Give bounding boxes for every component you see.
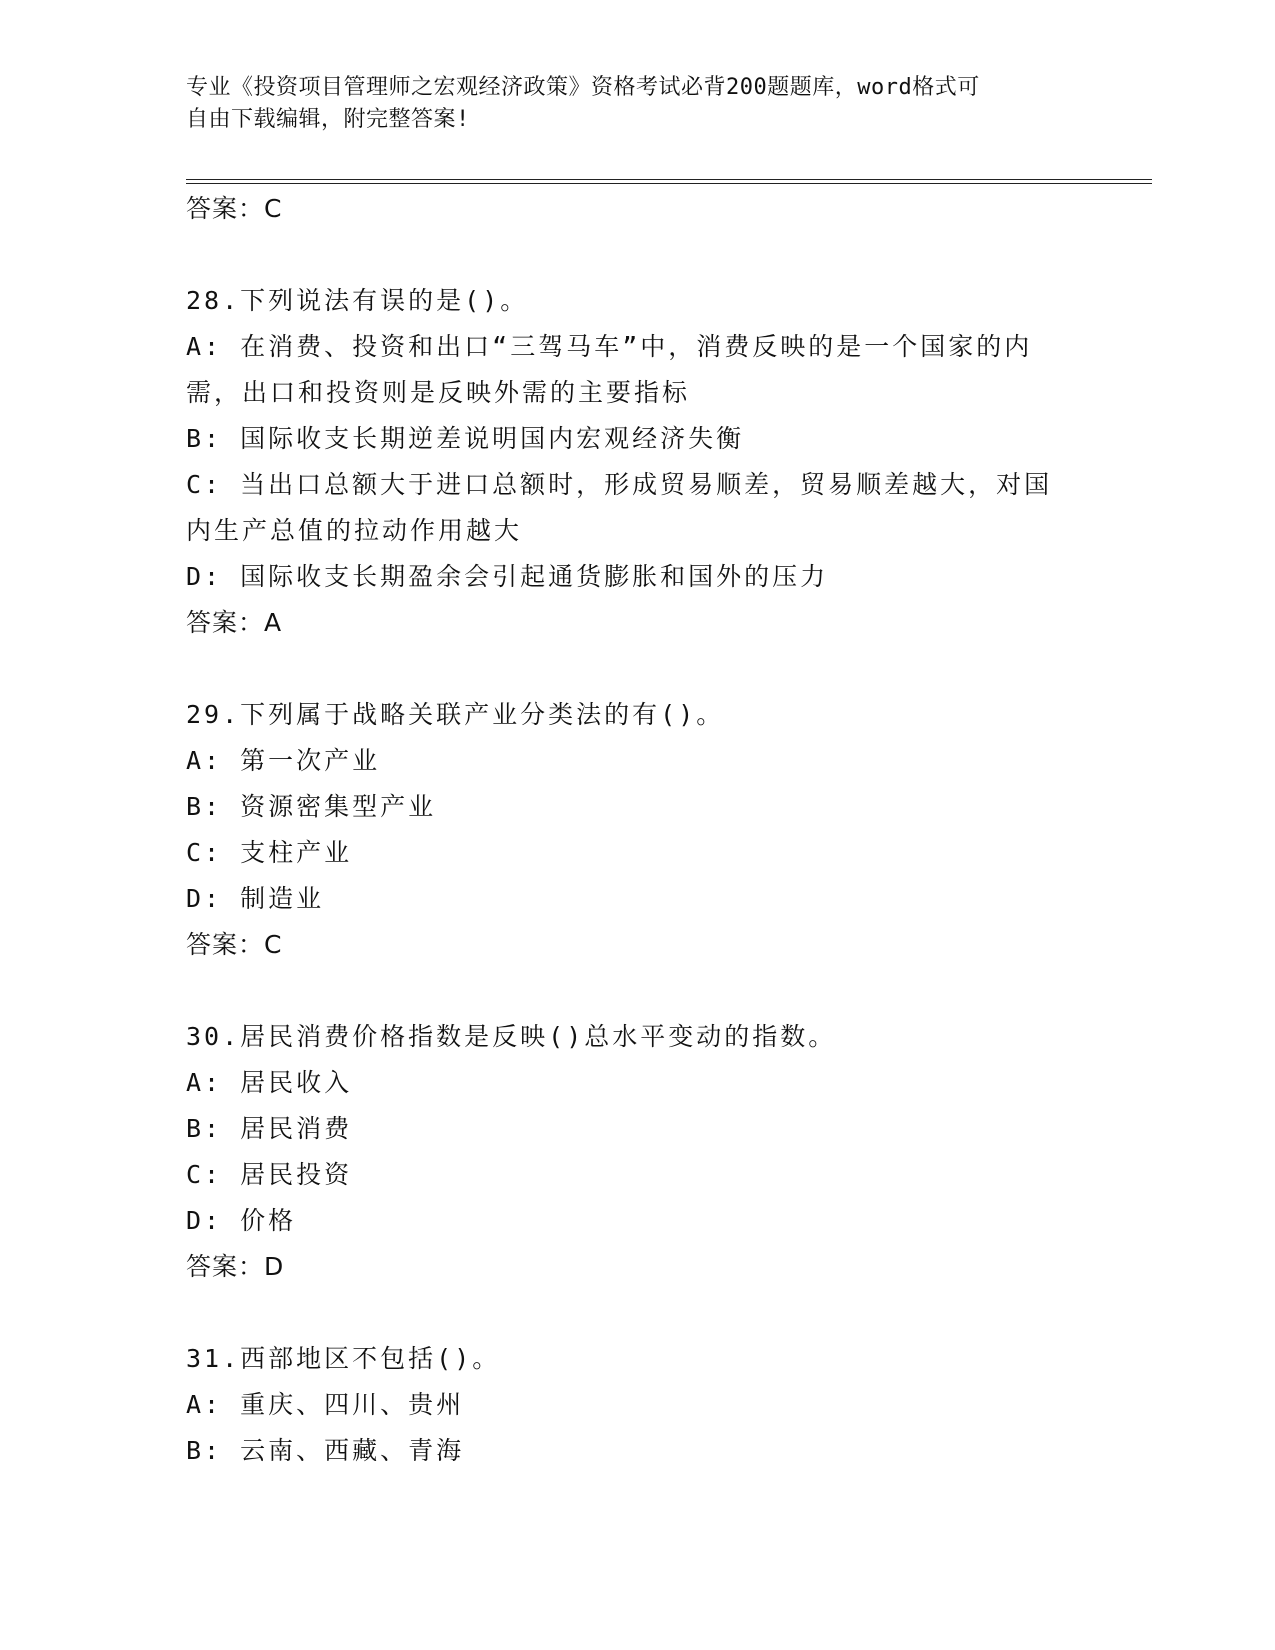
answer-line: 答案：D [186,1252,285,1281]
option-line: B: 资源密集型产业 [186,792,437,821]
question-block [186,278,1086,646]
option-line: C: 当出口总额大于进口总额时，形成贸易顺差，贸易顺差越大，对国 [186,470,1053,499]
question-block [186,1336,1086,1474]
answer-line: 答案：C [186,930,283,959]
header-line-1: 专业《投资项目管理师之宏观经济政策》资格考试必背200题题库，word格式可 [186,75,980,100]
header-divider-bottom [186,183,1152,184]
question-stem: 31.西部地区不包括()。 [186,1344,501,1373]
header-divider-top [186,179,1152,180]
option-line: D: 价格 [186,1206,297,1235]
spacer [186,232,1086,278]
option-line: A: 居民收入 [186,1068,353,1097]
question-stem: 29.下列属于战略关联产业分类法的有()。 [186,700,725,729]
spacer [186,646,1086,692]
document-header [186,72,1066,136]
option-line: D: 国际收支长期盈余会引起通货膨胀和国外的压力 [186,562,829,591]
option-line: B: 云南、西藏、青海 [186,1436,465,1465]
spacer [186,1290,1086,1336]
option-line: A: 第一次产业 [186,746,381,775]
option-line: A: 在消费、投资和出口“三驾马车”中，消费反映的是一个国家的内 [186,332,1033,361]
question-list [186,186,1086,1474]
answer-line: 答案：A [186,608,283,637]
question-stem: 28.下列说法有误的是()。 [186,286,529,315]
question-block [186,692,1086,968]
option-line: A: 重庆、四川、贵州 [186,1390,465,1419]
option-line: B: 居民消费 [186,1114,353,1143]
question-block [186,1014,1086,1290]
option-line: C: 居民投资 [186,1160,353,1189]
option-line: B: 国际收支长期逆差说明国内宏观经济失衡 [186,424,745,453]
spacer [186,968,1086,1014]
option-line: C: 支柱产业 [186,838,353,867]
option-line: 内生产总值的拉动作用越大 [186,516,523,545]
option-line: 需，出口和投资则是反映外需的主要指标 [186,378,691,407]
question-stem: 30.居民消费价格指数是反映()总水平变动的指数。 [186,1022,837,1051]
option-line: D: 制造业 [186,884,325,913]
header-line-2: 自由下载编辑，附完整答案! [186,107,470,132]
answer-line: 答案：C [186,194,283,223]
